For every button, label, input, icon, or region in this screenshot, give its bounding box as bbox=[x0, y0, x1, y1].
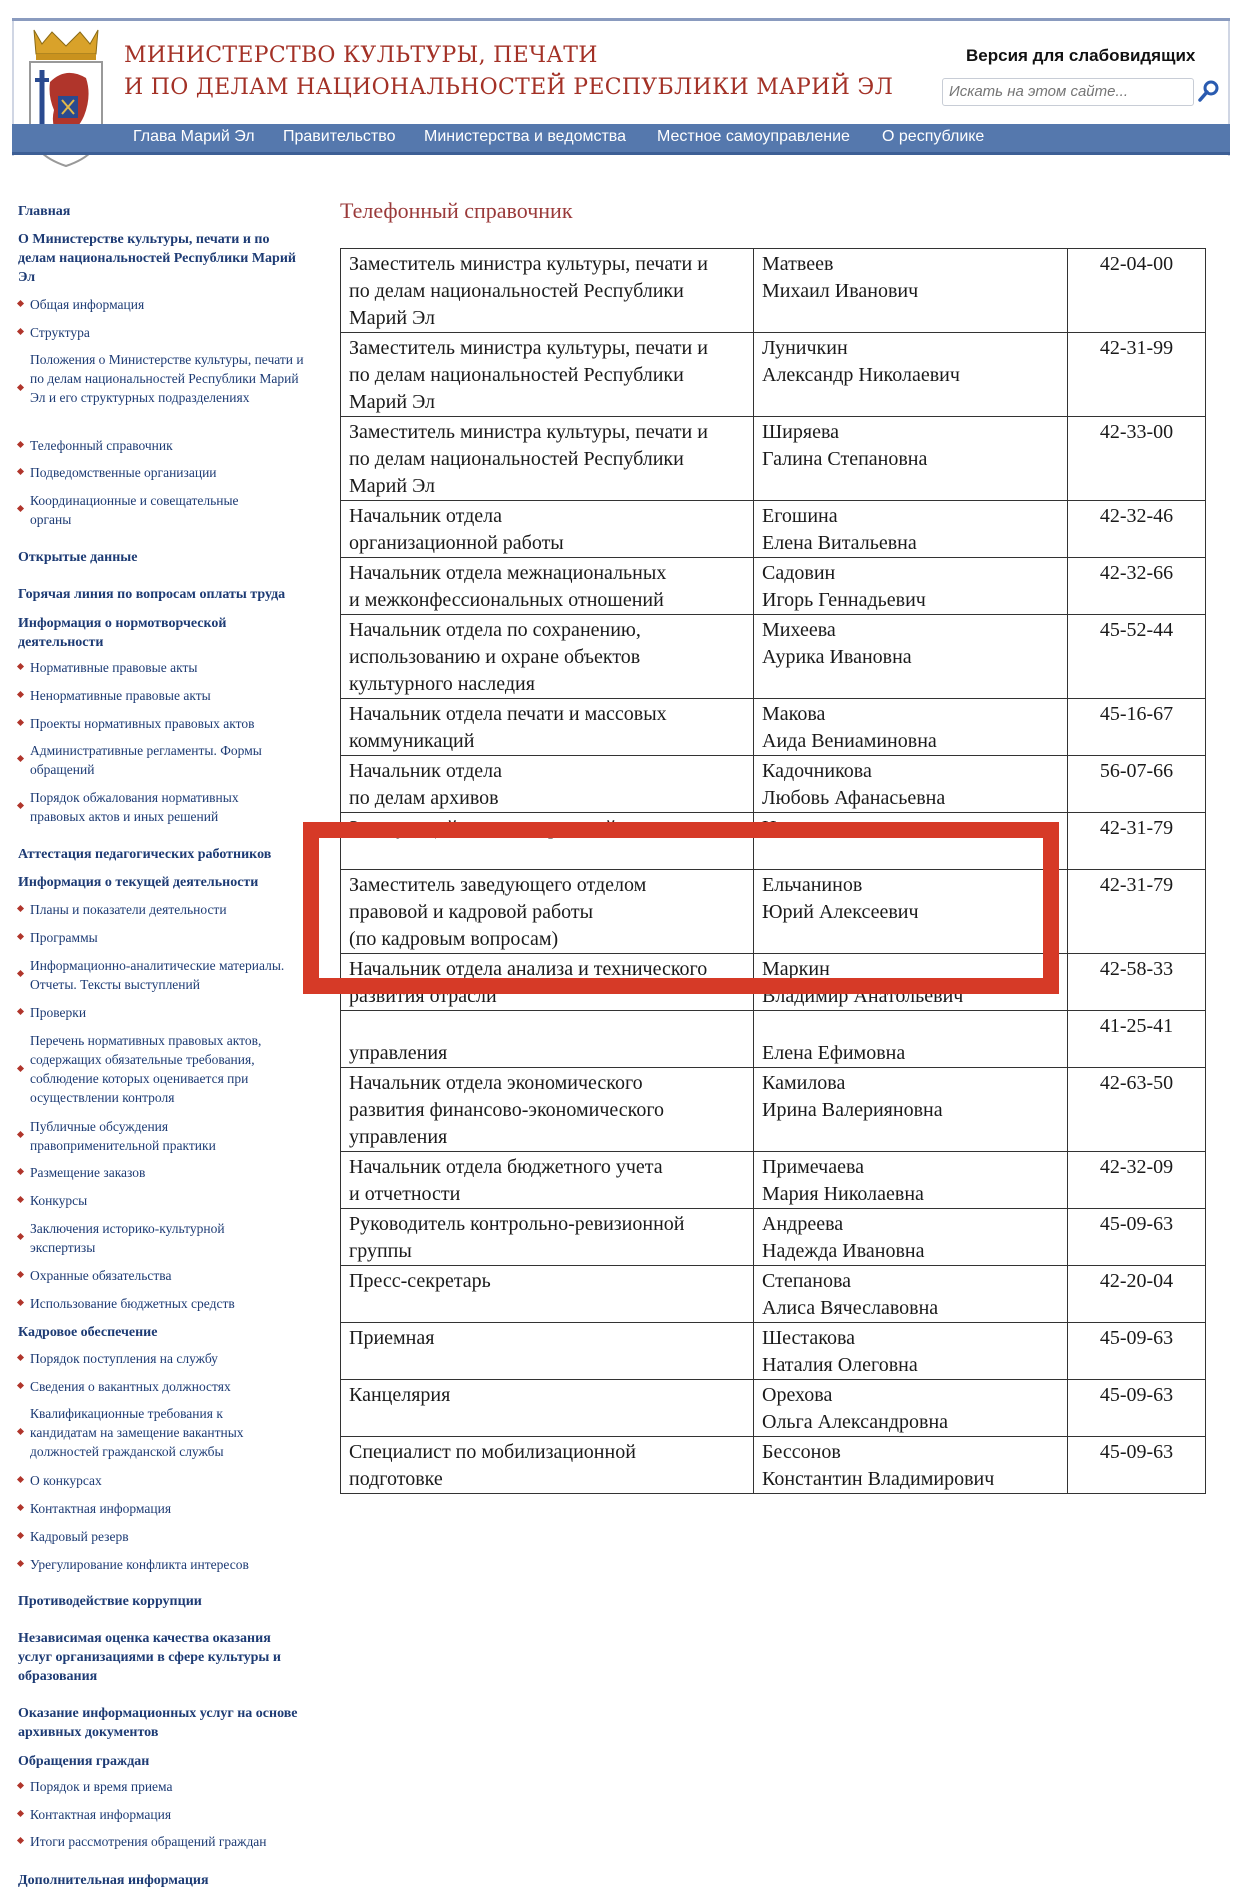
name-cell bbox=[754, 249, 1068, 333]
position-line: управления bbox=[349, 1126, 448, 1148]
position-cell bbox=[341, 501, 754, 558]
sidebar-item-current-activity[interactable] bbox=[18, 873, 308, 892]
position-line: Марий Эл bbox=[349, 391, 435, 413]
sidebar-item-expertise[interactable] bbox=[30, 1219, 260, 1257]
name-cell bbox=[754, 1152, 1068, 1209]
sidebar-item-label: О Министерстве культуры, печати и по делам национальностей Республики Марий Эл bbox=[18, 232, 296, 285]
phone-cell: 42-32-46 bbox=[1068, 501, 1206, 558]
sidebar-item-coordination-bodies[interactable] bbox=[30, 491, 280, 529]
position-line: Заместитель министра культуры, печати и bbox=[349, 253, 708, 275]
name-line: Михаил Иванович bbox=[762, 280, 919, 302]
position-line: Заместитель министра культуры, печати и bbox=[349, 421, 708, 443]
position-line: правовой и кадровой работы bbox=[349, 901, 594, 923]
sidebar-item-staffing[interactable] bbox=[18, 1323, 308, 1342]
position-line: коммуникаций bbox=[349, 730, 475, 752]
sidebar-item-label: Квалификационные требования к кандидатам на замещение вакантных должностей гражданской службы bbox=[30, 1406, 244, 1459]
name-line: Елена Витальевна bbox=[762, 532, 917, 554]
name-line: Аида Вениаминовна bbox=[762, 730, 937, 752]
name-cell bbox=[754, 1266, 1068, 1323]
name-line: Бессонов bbox=[762, 1441, 841, 1463]
phone-cell: 42-33-00 bbox=[1068, 417, 1206, 501]
name-cell bbox=[754, 1068, 1068, 1152]
nav-item-local-government[interactable]: Местное самоуправление bbox=[657, 128, 850, 145]
name-line: Аурика Ивановна bbox=[762, 646, 912, 668]
position-cell bbox=[341, 1266, 754, 1323]
sidebar-item-label: Оказание информационных услуг на основе архивных документов bbox=[18, 1706, 298, 1740]
sidebar-item-appeals-contacts[interactable] bbox=[30, 1805, 300, 1824]
name-line: Елена Ефимовна bbox=[762, 1042, 906, 1064]
sidebar-item-inspections[interactable] bbox=[30, 1003, 300, 1022]
position-line: Заместитель заведующего отделом bbox=[349, 874, 647, 896]
sidebar-item-conflict-of-interest[interactable] bbox=[30, 1555, 300, 1574]
name-line: Наталия Олеговна bbox=[762, 1354, 918, 1376]
name-line: Камилова bbox=[762, 1072, 846, 1094]
position-line: по делам национальностей Республики bbox=[349, 364, 684, 386]
position-line: по делам архивов bbox=[349, 787, 499, 809]
position-line: Марий Эл bbox=[349, 475, 435, 497]
name-cell bbox=[754, 333, 1068, 417]
position-line: (по кадровым вопросам) bbox=[349, 928, 559, 950]
name-cell bbox=[754, 558, 1068, 615]
position-cell bbox=[341, 558, 754, 615]
name-line: Константин Владимирович bbox=[762, 1468, 995, 1490]
position-line: развития отрасли bbox=[349, 985, 497, 1007]
sidebar-item-label: Главная bbox=[18, 204, 71, 219]
site-title-line1: МИНИСТЕРСТВО КУЛЬТУРЫ, ПЕЧАТИ bbox=[124, 43, 598, 68]
position-line: организационной работы bbox=[349, 532, 564, 554]
phone-cell: 42-20-04 bbox=[1068, 1266, 1206, 1323]
sidebar-item-regulations[interactable] bbox=[30, 350, 305, 407]
position-line: Заместитель министра культуры, печати и bbox=[349, 337, 708, 359]
sidebar-item-legal-acts[interactable] bbox=[30, 658, 300, 677]
name-line: Ольга Александровна bbox=[762, 1411, 949, 1433]
name-line: Матвеев bbox=[762, 253, 834, 275]
position-line: и отчетности bbox=[349, 1183, 461, 1205]
name-cell bbox=[754, 1011, 1068, 1068]
position-line bbox=[349, 1013, 745, 1040]
name-line: Примечаева bbox=[762, 1156, 865, 1178]
sidebar-item-general-info[interactable] bbox=[30, 295, 300, 314]
annotation-highlight-box bbox=[303, 822, 1059, 994]
table-row bbox=[341, 1380, 1206, 1437]
position-line: и межконфессиональных отношений bbox=[349, 589, 664, 611]
sidebar-item-hotline[interactable] bbox=[18, 585, 318, 604]
sidebar-item-label: Общая информация bbox=[30, 297, 145, 312]
phone-cell: 42-31-79 bbox=[1068, 813, 1206, 870]
site-title-line2: И ПО ДЕЛАМ НАЦИОНАЛЬНОСТЕЙ РЕСПУБЛИКИ МАРИЙ ЭЛ bbox=[124, 75, 894, 100]
table-row bbox=[341, 501, 1206, 558]
sidebar-item-label: Кадровый резерв bbox=[30, 1529, 129, 1544]
name-line: Любовь Афанасьевна bbox=[762, 787, 946, 809]
position-line: развития финансово-экономического bbox=[349, 1099, 665, 1121]
name-line: Шестакова bbox=[762, 1327, 856, 1349]
table-row bbox=[341, 1011, 1206, 1068]
position-cell bbox=[341, 1152, 754, 1209]
sidebar-item-label: Перечень нормативных правовых актов, содержащих обязательные требования, соблюдение которых оценивается при осуществлении контроля bbox=[30, 1033, 262, 1105]
sidebar-item-label: Административные регламенты. Формы обращений bbox=[30, 743, 262, 777]
position-line: Начальник отдела экономического bbox=[349, 1072, 643, 1094]
sidebar-item-open-data[interactable] bbox=[18, 548, 308, 567]
phone-cell: 45-09-63 bbox=[1068, 1437, 1206, 1494]
sidebar-item-procurement[interactable] bbox=[30, 1163, 300, 1182]
table-row bbox=[341, 756, 1206, 813]
name-cell bbox=[754, 417, 1068, 501]
main-navigation bbox=[12, 124, 1230, 155]
position-line: Специалист по мобилизационной bbox=[349, 1441, 636, 1463]
name-line: Егошина bbox=[762, 505, 838, 527]
name-line: Макова bbox=[762, 703, 826, 725]
name-line bbox=[762, 1013, 1059, 1040]
search-icon[interactable] bbox=[1196, 78, 1222, 104]
name-line: Мария Николаевна bbox=[762, 1183, 924, 1205]
sidebar-item-label: Открытые данные bbox=[18, 550, 138, 565]
sidebar-item-label: Телефонный справочник bbox=[30, 438, 173, 453]
sidebar-item-qualification-requirements[interactable] bbox=[30, 1404, 280, 1461]
table-row bbox=[341, 1068, 1206, 1152]
name-line: Галина Степановна bbox=[762, 448, 928, 470]
sidebar-item-label: Информация о нормотворческой деятельности bbox=[18, 616, 227, 650]
position-cell bbox=[341, 1011, 754, 1068]
name-line: Ельчанинов bbox=[762, 874, 863, 896]
name-line: Кадочникова bbox=[762, 760, 872, 782]
sidebar-item-public-discussions[interactable] bbox=[30, 1117, 250, 1155]
sidebar-item-label: Положения о Министерстве культуры, печати и по делам национальностей Республики Марий Эл и его структурных подразделениях bbox=[30, 352, 304, 405]
sidebar-item-label: Противодействие коррупции bbox=[18, 1594, 202, 1609]
sidebar-item-structure[interactable] bbox=[30, 323, 300, 342]
search-input[interactable] bbox=[943, 79, 1175, 103]
sidebar-item-label: Кадровое обеспечение bbox=[18, 1325, 158, 1340]
phone-cell: 45-09-63 bbox=[1068, 1209, 1206, 1266]
name-cell bbox=[754, 1209, 1068, 1266]
phone-cell: 42-04-00 bbox=[1068, 249, 1206, 333]
position-line bbox=[349, 1409, 745, 1436]
name-line: Владимир Анатольевич bbox=[762, 985, 964, 1007]
name-line: Юрий Алексеевич bbox=[762, 901, 919, 923]
name-line: Ирина Валерияновна bbox=[762, 1099, 943, 1121]
sidebar-item-label: Итоги рассмотрения обращений граждан bbox=[30, 1834, 267, 1849]
sidebar-item-label: Охранные обязательства bbox=[30, 1268, 172, 1283]
sidebar-item-label: Горячая линия по вопросам оплаты труда bbox=[18, 587, 286, 602]
position-line: использованию и охране объектов bbox=[349, 646, 641, 668]
name-cell bbox=[754, 756, 1068, 813]
sidebar-item-label: Обращения граждан bbox=[18, 1754, 150, 1769]
position-line: Марий Эл bbox=[349, 307, 435, 329]
position-cell bbox=[341, 1323, 754, 1380]
position-line: группы bbox=[349, 1240, 412, 1262]
name-cell bbox=[754, 1323, 1068, 1380]
name-line: Андреева bbox=[762, 1213, 844, 1235]
search-box bbox=[942, 78, 1194, 106]
position-line: по делам национальностей Республики bbox=[349, 280, 684, 302]
position-line: управления bbox=[349, 1042, 448, 1064]
position-cell bbox=[341, 1437, 754, 1494]
position-cell bbox=[341, 1068, 754, 1152]
sidebar-item-label: О конкурсах bbox=[30, 1473, 102, 1488]
name-line: Орехова bbox=[762, 1384, 833, 1406]
sidebar-item-label: Структура bbox=[30, 325, 90, 340]
phone-cell: 42-31-79 bbox=[1068, 870, 1206, 954]
phone-cell: 41-25-41 bbox=[1068, 1011, 1206, 1068]
position-cell bbox=[341, 1209, 754, 1266]
sidebar-item-label: Порядок и время приема bbox=[30, 1779, 173, 1794]
phone-cell: 42-31-99 bbox=[1068, 333, 1206, 417]
position-line: подготовке bbox=[349, 1468, 443, 1490]
sidebar-item-contests[interactable] bbox=[30, 1191, 300, 1210]
sidebar-item-about-contests[interactable] bbox=[30, 1471, 300, 1490]
position-cell bbox=[341, 699, 754, 756]
position-line: Начальник отдела bbox=[349, 505, 502, 527]
table-row bbox=[341, 1323, 1206, 1380]
table-row bbox=[341, 558, 1206, 615]
sidebar-item-label: Публичные обсуждения правоприменительной практики bbox=[30, 1119, 216, 1153]
position-line: Начальник отдела бюджетного учета bbox=[349, 1156, 663, 1178]
sidebar-item-non-normative-acts[interactable] bbox=[30, 686, 300, 705]
nav-item-government[interactable]: Правительство bbox=[283, 128, 396, 145]
sidebar-item-teacher-certification[interactable] bbox=[18, 845, 318, 864]
sidebar-item-citizen-appeals[interactable] bbox=[18, 1752, 308, 1771]
phone-cell: 42-32-09 bbox=[1068, 1152, 1206, 1209]
position-line: Приемная bbox=[349, 1327, 435, 1349]
position-line bbox=[349, 1295, 745, 1322]
sidebar-item-label: Программы bbox=[30, 930, 98, 945]
sidebar-item-phone-directory[interactable] bbox=[30, 436, 300, 455]
sidebar-item-label: Аттестация педагогических работников bbox=[18, 847, 272, 862]
position-line: культурного наследия bbox=[349, 673, 535, 695]
table-row bbox=[341, 699, 1206, 756]
sidebar-item-label: Использование бюджетных средств bbox=[30, 1296, 235, 1311]
position-line: Начальник отдела анализа и технического bbox=[349, 958, 708, 980]
accessibility-version-link[interactable]: Версия для слабовидящих bbox=[966, 46, 1196, 65]
name-cell bbox=[754, 501, 1068, 558]
sidebar-item-label: Проекты нормативных правовых актов bbox=[30, 716, 255, 731]
name-line: Алиса Вячеславовна bbox=[762, 1297, 939, 1319]
table-row bbox=[341, 249, 1206, 333]
name-line: Изосимов bbox=[762, 817, 847, 839]
sidebar-item-label: Информация о текущей деятельности bbox=[18, 875, 259, 890]
table-row bbox=[341, 615, 1206, 699]
header-top-border bbox=[12, 18, 1230, 21]
table-row bbox=[341, 333, 1206, 417]
page-title: Телефонный справочник bbox=[340, 198, 573, 223]
name-cell bbox=[754, 699, 1068, 756]
sidebar-item-label: Планы и показатели деятельности bbox=[30, 902, 227, 917]
sidebar-item-anti-corruption[interactable] bbox=[18, 1592, 308, 1611]
sidebar-item-label: Порядок поступления на службу bbox=[30, 1351, 218, 1366]
position-line: Начальник отдела печати и массовых bbox=[349, 703, 667, 725]
position-line: по делам национальностей Республики bbox=[349, 448, 684, 470]
sidebar-item-service-entry[interactable] bbox=[30, 1349, 300, 1368]
phone-cell: 56-07-66 bbox=[1068, 756, 1206, 813]
sidebar-item-label: Порядок обжалования нормативных правовых актов и иных решений bbox=[30, 790, 239, 824]
sidebar-item-mandatory-requirements[interactable] bbox=[30, 1031, 300, 1107]
position-cell bbox=[341, 249, 754, 333]
sidebar-item-label: Дополнительная информация bbox=[18, 1873, 209, 1888]
sidebar-item-label: Координационные и совещательные органы bbox=[30, 493, 239, 527]
sidebar-item-label: Ненормативные правовые акты bbox=[30, 688, 211, 703]
sidebar-item-draft-acts[interactable] bbox=[30, 714, 300, 733]
sidebar-item-appeals-results[interactable] bbox=[30, 1832, 300, 1851]
sidebar-item-label: Информационно-аналитические материалы. Отчеты. Тексты выступлений bbox=[30, 958, 285, 992]
sidebar-item-label: Независимая оценка качества оказания услуг организациями в сфере культуры и образования bbox=[18, 1631, 281, 1684]
phone-cell: 42-32-66 bbox=[1068, 558, 1206, 615]
phone-cell: 42-63-50 bbox=[1068, 1068, 1206, 1152]
sidebar-item-contacts[interactable] bbox=[30, 1499, 300, 1518]
sidebar-item-subordinate-orgs[interactable] bbox=[30, 463, 300, 482]
sidebar-item-admin-regulations[interactable] bbox=[30, 741, 300, 779]
name-cell bbox=[754, 1380, 1068, 1437]
sidebar-item-label: Нормативные правовые акты bbox=[30, 660, 198, 675]
sidebar-item-budget-use[interactable] bbox=[30, 1294, 300, 1313]
name-line: Маркин bbox=[762, 958, 830, 980]
position-line: Руководитель контрольно-ревизионной bbox=[349, 1213, 685, 1235]
position-line: Начальник отдела межнациональных bbox=[349, 562, 667, 584]
sidebar-item-personnel-reserve[interactable] bbox=[30, 1527, 300, 1546]
table-row bbox=[341, 417, 1206, 501]
phone-cell: 45-09-63 bbox=[1068, 1380, 1206, 1437]
sidebar-item-label: Размещение заказов bbox=[30, 1165, 146, 1180]
name-line: Александр Николаевич bbox=[762, 364, 960, 386]
table-row bbox=[341, 1209, 1206, 1266]
nav-item-about-republic[interactable]: О республике bbox=[882, 128, 985, 145]
sidebar-item-vacancies[interactable] bbox=[30, 1377, 300, 1396]
sidebar-item-rulemaking[interactable] bbox=[18, 614, 278, 652]
position-line: Пресс-секретарь bbox=[349, 1270, 491, 1292]
nav-item-ministries[interactable]: Министерства и ведомства bbox=[424, 128, 627, 145]
sidebar-item-plans[interactable] bbox=[30, 900, 300, 919]
phone-cell: 45-09-63 bbox=[1068, 1323, 1206, 1380]
name-line: Надежда Ивановна bbox=[762, 1240, 925, 1262]
sidebar-item-label: Подведомственные организации bbox=[30, 465, 217, 480]
sidebar-item-additional-info[interactable] bbox=[18, 1871, 308, 1890]
sidebar-item-label: Контактная информация bbox=[30, 1807, 172, 1822]
name-cell bbox=[754, 1437, 1068, 1494]
phone-cell: 42-58-33 bbox=[1068, 954, 1206, 1011]
nav-item-head[interactable]: Глава Марий Эл bbox=[133, 128, 255, 145]
sidebar-item-label: Конкурсы bbox=[30, 1193, 88, 1208]
sidebar-item-protection-obligations[interactable] bbox=[30, 1266, 300, 1285]
position-line bbox=[349, 1352, 745, 1379]
position-line: Начальник отдела по сохранению, bbox=[349, 619, 641, 641]
table-row bbox=[341, 1266, 1206, 1323]
phone-cell: 45-52-44 bbox=[1068, 615, 1206, 699]
sidebar-item-label: Урегулирование конфликта интересов bbox=[30, 1557, 249, 1572]
name-line: Луничкин bbox=[762, 337, 848, 359]
name-cell bbox=[754, 615, 1068, 699]
sidebar-item-appeal-procedure[interactable] bbox=[30, 788, 280, 826]
table-row bbox=[341, 1152, 1206, 1209]
name-line: Садовин bbox=[762, 562, 836, 584]
sidebar-item-quality-assessment[interactable] bbox=[18, 1629, 308, 1686]
position-line: Канцелярия bbox=[349, 1384, 451, 1406]
name-line: Михеева bbox=[762, 619, 836, 641]
position-cell bbox=[341, 756, 754, 813]
sidebar-item-archive-services[interactable] bbox=[18, 1704, 298, 1742]
position-cell bbox=[341, 333, 754, 417]
sidebar-item-home[interactable] bbox=[18, 202, 308, 221]
position-cell bbox=[341, 1380, 754, 1437]
sidebar-item-label: Проверки bbox=[30, 1005, 87, 1020]
sidebar-item-about-ministry[interactable] bbox=[18, 230, 298, 287]
table-row bbox=[341, 1437, 1206, 1494]
position-line: Заведующий отделом правовой bbox=[349, 817, 617, 839]
sidebar-item-programs[interactable] bbox=[30, 928, 300, 947]
name-line: Ширяева bbox=[762, 421, 840, 443]
position-cell bbox=[341, 417, 754, 501]
position-line: Начальник отдела bbox=[349, 760, 502, 782]
phone-cell: 45-16-67 bbox=[1068, 699, 1206, 756]
sidebar-item-label: Заключения историко-культурной экспертизы bbox=[30, 1221, 225, 1255]
sidebar-item-analytics[interactable] bbox=[30, 956, 300, 994]
sidebar-item-label: Контактная информация bbox=[30, 1501, 172, 1516]
sidebar-item-reception-hours[interactable] bbox=[30, 1777, 300, 1796]
name-line: Степанова bbox=[762, 1270, 852, 1292]
name-line: Игорь Геннадьевич bbox=[762, 589, 926, 611]
sidebar-item-label: Сведения о вакантных должностях bbox=[30, 1379, 231, 1394]
position-cell bbox=[341, 615, 754, 699]
site-title[interactable] bbox=[124, 40, 893, 104]
